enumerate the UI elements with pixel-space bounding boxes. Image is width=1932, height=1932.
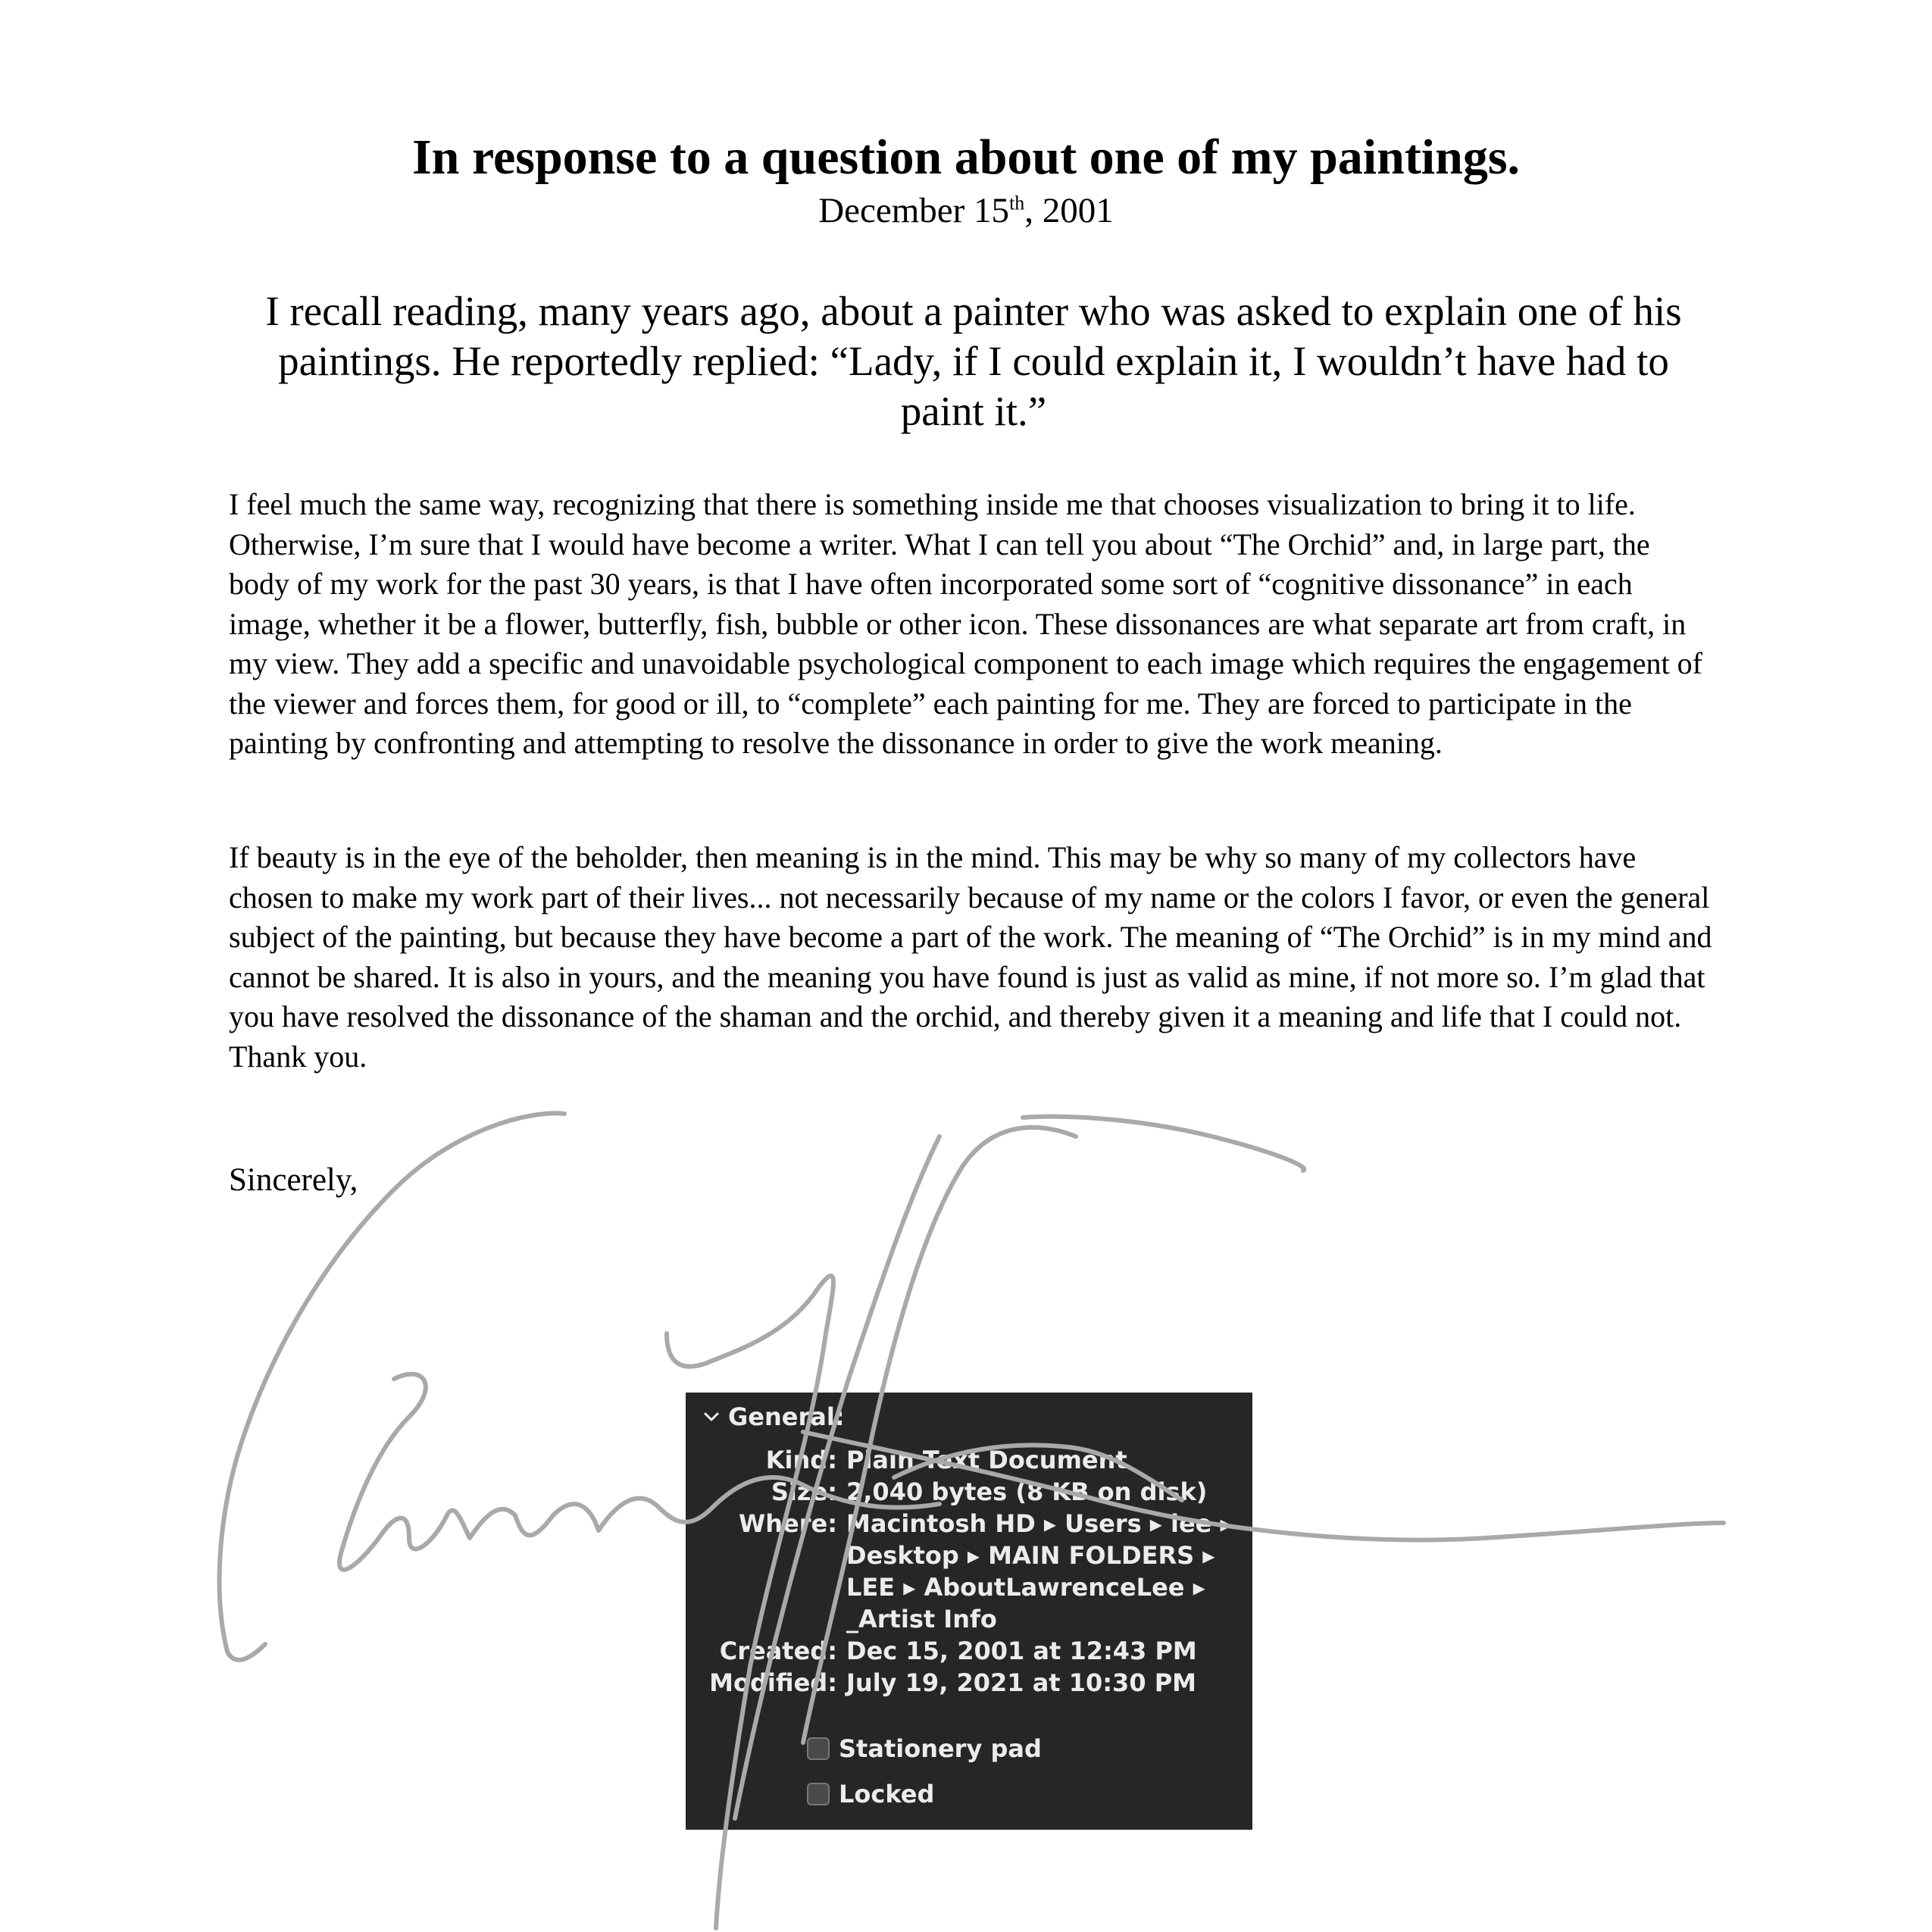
where-line-3: LEE ▸ AboutLawrenceLee ▸ [846,1573,1205,1602]
body-paragraph-2: If beauty is in the eye of the beholder, then meaning is in the mind. This may be why so many of my collectors have chosen to make my work part of their lives... not necessarily because of my name or the colors I favor, or even the general subject of the painting, but because they have become a part of the work. The meaning of “The Orchid” is in my mind and cannot be shared. It is also in yours, and the meaning you have found is just as valid as mine, if not more so. I’m glad that you have resolved the dissonance of the shaman and the orchid, and thereby given it a meaning and life that I could not. Thank you. [229,840,1712,1074]
kind-row [686,1446,1252,1477]
locked-label: Locked [839,1780,935,1809]
where-label: Where: [738,1509,837,1538]
where-line-1: Macintosh HD ▸ Users ▸ lee ▸ [846,1509,1233,1538]
created-label: Created: [719,1637,837,1665]
closing-salutation: Sincerely, [229,1162,358,1198]
kind-label: Kind: [765,1446,837,1474]
document-title: In response to a question about one of my paintings. [411,130,1521,185]
stationery-pad-label: Stationery pad [839,1734,1042,1763]
intro-paragraph: I recall reading, many years ago, about a painter who was asked to explain one of his paintings. He reportedly replied: “Lady, if I could explain it, I wouldn’t have had to paint it.” [265,288,1682,434]
body-paragraph-1: I feel much the same way, recognizing that there is something inside me that chooses visualization to bring it to life. Otherwise, I’m sure that I would have become a writer. What I can tell you about “The Orchid” and, in large part, the body of my work for the past 30 years, is that I have often incorporated some sort of “cognitive dissonance” in each image, whether it be a flower, butterfly, fish, bubble or other icon. These dissonances are what separate art from craft, in my view. They add a specific and unavoidable psychological component to each image which requires the engagement of the viewer and forces them, for good or ill, to “complete” each painting for me. They are forced to participate in the painting by confronting and attempting to resolve the dissonance in order to give the work meaning. [229,487,1702,760]
where-line-4: _Artist Info [846,1605,997,1633]
where-row-4 [686,1605,1252,1637]
file-info-panel [686,1393,1252,1830]
created-value: Dec 15, 2001 at 12:43 PM [846,1637,1197,1665]
date-suffix: th [1009,192,1025,214]
chevron-down-icon[interactable] [701,1406,722,1427]
modified-row [686,1668,1252,1700]
where-row-3 [686,1573,1252,1605]
stationery-pad-checkbox[interactable] [807,1733,1042,1764]
created-row [686,1637,1252,1668]
modified-value: July 19, 2021 at 10:30 PM [846,1668,1197,1697]
where-line-2: Desktop ▸ MAIN FOLDERS ▸ [846,1541,1215,1570]
kind-value: Plain Text Document [846,1446,1127,1474]
size-value: 2,040 bytes (8 KB on disk) [846,1477,1208,1506]
locked-checkbox[interactable] [807,1779,934,1809]
where-row-2 [686,1541,1252,1573]
document-date [0,189,1932,232]
general-section-header[interactable] [701,1400,845,1433]
size-label: Size: [771,1477,837,1506]
general-section-label: General: [728,1402,845,1431]
locked-checkbox-box[interactable] [807,1783,830,1805]
where-row [686,1509,1252,1541]
modified-label: Modified: [709,1668,837,1697]
stationery-pad-checkbox-box[interactable] [807,1737,830,1760]
date-rest: , 2001 [1024,191,1114,230]
size-row [686,1477,1252,1509]
date-prefix: December 15 [818,191,1010,230]
